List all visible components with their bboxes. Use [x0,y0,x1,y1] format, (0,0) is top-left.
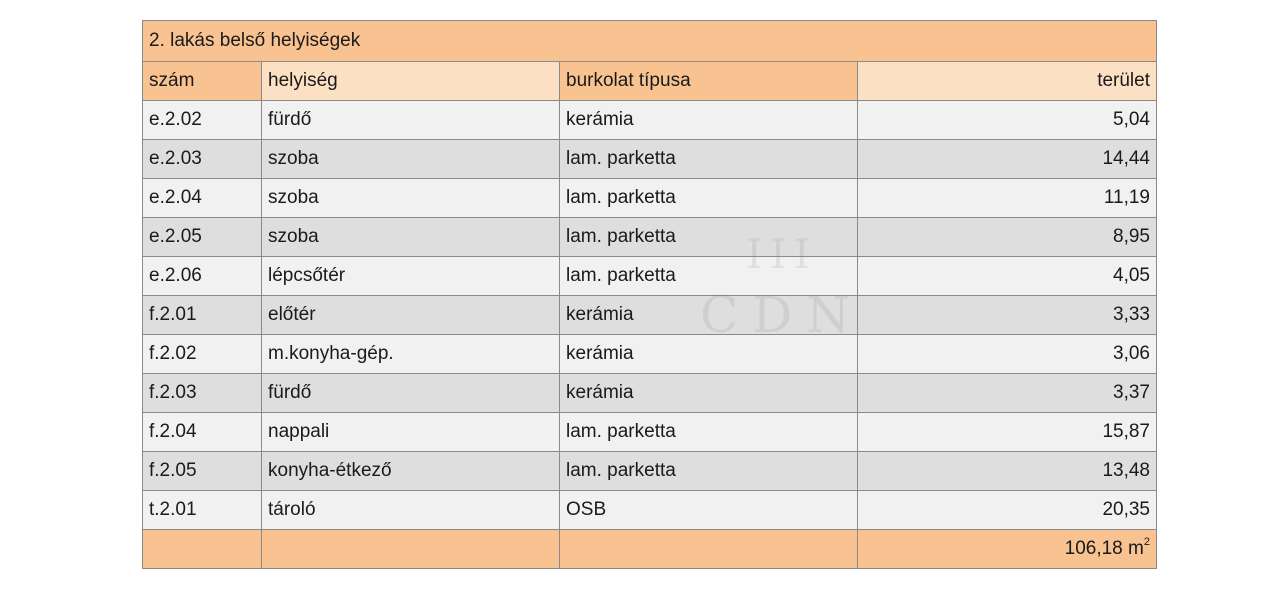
cell-helyiseg: m.konyha-gép. [262,335,560,374]
cell-terulet: 13,48 [858,452,1157,491]
cell-burkolat: lam. parketta [560,413,858,452]
table-row [143,491,1157,530]
cell-szam: e.2.06 [143,257,262,296]
total-empty-cell [143,530,262,569]
table-row [143,257,1157,296]
table-row [143,413,1157,452]
cell-szam: f.2.04 [143,413,262,452]
cell-szam: e.2.05 [143,218,262,257]
table-title: 2. lakás belső helyiségek [143,21,1157,62]
cell-terulet: 3,33 [858,296,1157,335]
cell-helyiseg: szoba [262,218,560,257]
cell-szam: f.2.02 [143,335,262,374]
cell-helyiseg: szoba [262,179,560,218]
cell-terulet: 14,44 [858,140,1157,179]
total-area-unit-exponent: 2 [1143,536,1150,548]
column-header-burkolat: burkolat típusa [560,62,858,101]
cell-szam: f.2.05 [143,452,262,491]
total-empty-cell [560,530,858,569]
cell-terulet: 20,35 [858,491,1157,530]
table-row [143,452,1157,491]
column-header-szam: szám [143,62,262,101]
cell-szam: e.2.03 [143,140,262,179]
table-row [143,374,1157,413]
rooms-table-container [142,20,1156,569]
cell-helyiseg: fürdő [262,101,560,140]
cell-terulet: 11,19 [858,179,1157,218]
cell-burkolat: lam. parketta [560,218,858,257]
cell-szam: e.2.04 [143,179,262,218]
table-title-row [143,21,1157,62]
cell-szam: t.2.01 [143,491,262,530]
cell-burkolat: kerámia [560,296,858,335]
cell-burkolat: lam. parketta [560,179,858,218]
column-header-helyiseg: helyiség [262,62,560,101]
cell-burkolat: lam. parketta [560,140,858,179]
cell-terulet: 4,05 [858,257,1157,296]
cell-burkolat: lam. parketta [560,452,858,491]
table-row [143,101,1157,140]
cell-szam: e.2.02 [143,101,262,140]
cell-helyiseg: lépcsőtér [262,257,560,296]
cell-burkolat: lam. parketta [560,257,858,296]
cell-terulet: 15,87 [858,413,1157,452]
total-area-value: 106,18 m [1064,538,1144,559]
cell-burkolat: kerámia [560,374,858,413]
table-total-row [143,530,1157,569]
table-row [143,218,1157,257]
table-row [143,296,1157,335]
cell-terulet: 3,06 [858,335,1157,374]
table-header-row [143,62,1157,101]
cell-terulet: 3,37 [858,374,1157,413]
rooms-table [142,20,1157,569]
cell-helyiseg: konyha-étkező [262,452,560,491]
cell-szam: f.2.01 [143,296,262,335]
cell-helyiseg: szoba [262,140,560,179]
cell-terulet: 5,04 [858,101,1157,140]
cell-burkolat: kerámia [560,101,858,140]
cell-helyiseg: tároló [262,491,560,530]
cell-helyiseg: előtér [262,296,560,335]
cell-terulet: 8,95 [858,218,1157,257]
column-header-terulet: terület [858,62,1157,101]
cell-burkolat: OSB [560,491,858,530]
table-row [143,140,1157,179]
table-row [143,335,1157,374]
total-empty-cell [262,530,560,569]
cell-burkolat: kerámia [560,335,858,374]
table-row [143,179,1157,218]
cell-helyiseg: nappali [262,413,560,452]
total-area-cell [858,530,1157,569]
cell-helyiseg: fürdő [262,374,560,413]
cell-szam: f.2.03 [143,374,262,413]
